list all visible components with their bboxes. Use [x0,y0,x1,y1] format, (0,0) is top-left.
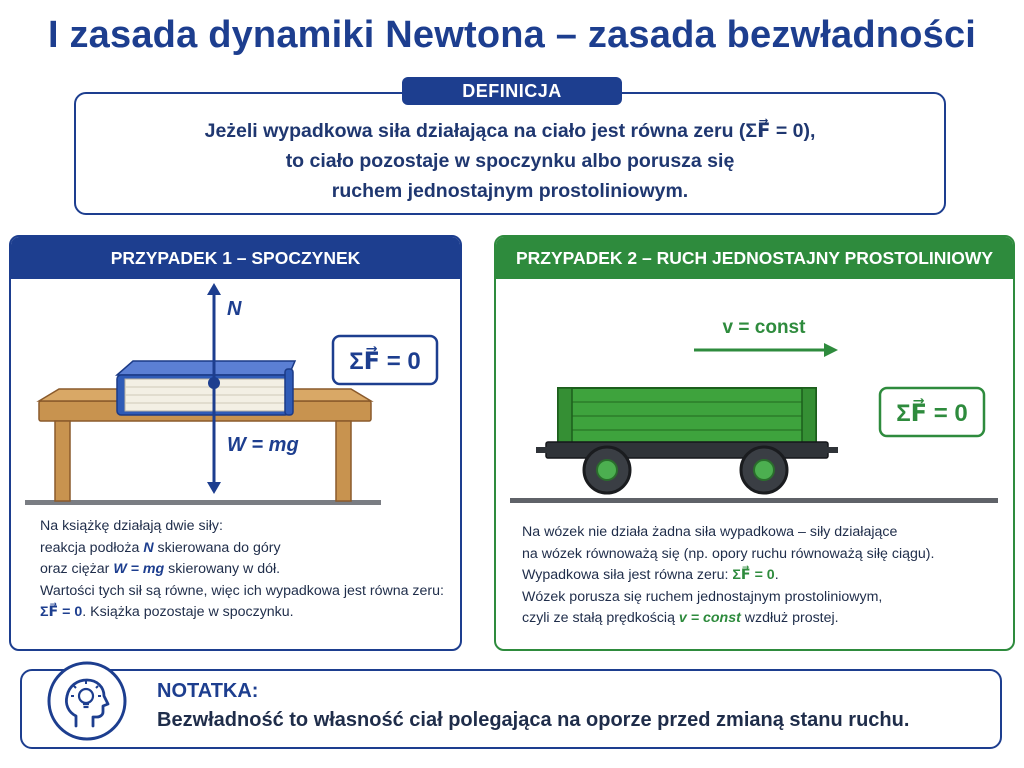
label-w: W = mg [227,434,299,456]
definition-tab: DEFINICJA [402,77,622,105]
note-text: Bezwładność to własność ciał polegająca na oporze przed zmianą stanu ruchu. [157,709,910,731]
page-title: I zasada dynamiki Newtona – zasada bezwładności [47,14,977,56]
case2-sum-label: ΣF⃗ = 0 [896,400,968,427]
case1-description [40,516,460,624]
case2-illustration [496,279,1014,509]
case1-sum-label: ΣF⃗ = 0 [349,348,421,375]
case2-panel [494,235,1015,651]
book-icon [117,361,295,415]
definition-text [74,116,946,206]
case1-heading: PRZYPADEK 1 – SPOCZYNEK [11,237,460,279]
center-of-mass-dot [208,377,220,389]
case1-line-3: oraz ciężar W = mg skierowany w dół. [40,561,281,577]
case1-line-2: reakcja podłoża N skierowana do góry [40,539,281,556]
definition-line: ruchem jednostajnym prostoliniowym. [331,180,689,202]
label-n: N [227,298,242,320]
case2-line-3: Wypadkowa siła jest równa zeru: ΣF⃗ = 0. [522,567,779,583]
case2-description [522,522,1002,630]
definition-line: to ciało pozostaje w spoczynku albo porusza się [285,150,735,172]
definition-line: Jeżeli wypadkowa siła działająca na ciało jest równa zeru (ΣF⃗ = 0), [204,120,816,142]
velocity-label: v = const [722,317,806,338]
ground-line [510,498,998,503]
cart-icon [536,388,838,493]
case1-line-4: Wartości tych sił są równe, więc ich wypadkowa jest równa zeru: [40,582,444,599]
note-title: NOTATKA: [157,680,259,702]
case2-line-1: Na wózek nie działa żadna siła wypadkowa – siły działające [522,524,898,540]
ground-line [25,500,381,505]
case1-line-1: Na książkę działają dwie siły: [40,518,223,534]
case2-line-4: Wózek porusza się ruchem jednostajnym prostoliniowym, [522,588,883,605]
case1-panel [9,235,462,651]
head-lightbulb-icon [46,660,128,742]
case2-line-5: czyli ze stałą prędkością v = const wzdłuż prostej. [522,610,839,626]
case2-heading: PRZYPADEK 2 – RUCH JEDNOSTAJNY PROSTOLINIOWY [496,237,1013,279]
case1-line-5: ΣF⃗ = 0. Książka pozostaje w spoczynku. [40,604,294,620]
velocity-arrow [694,343,838,357]
case1-illustration [11,279,461,509]
case2-line-2: na wózek równoważą się (np. opory ruchu równoważą siłę ciągu). [522,545,935,562]
